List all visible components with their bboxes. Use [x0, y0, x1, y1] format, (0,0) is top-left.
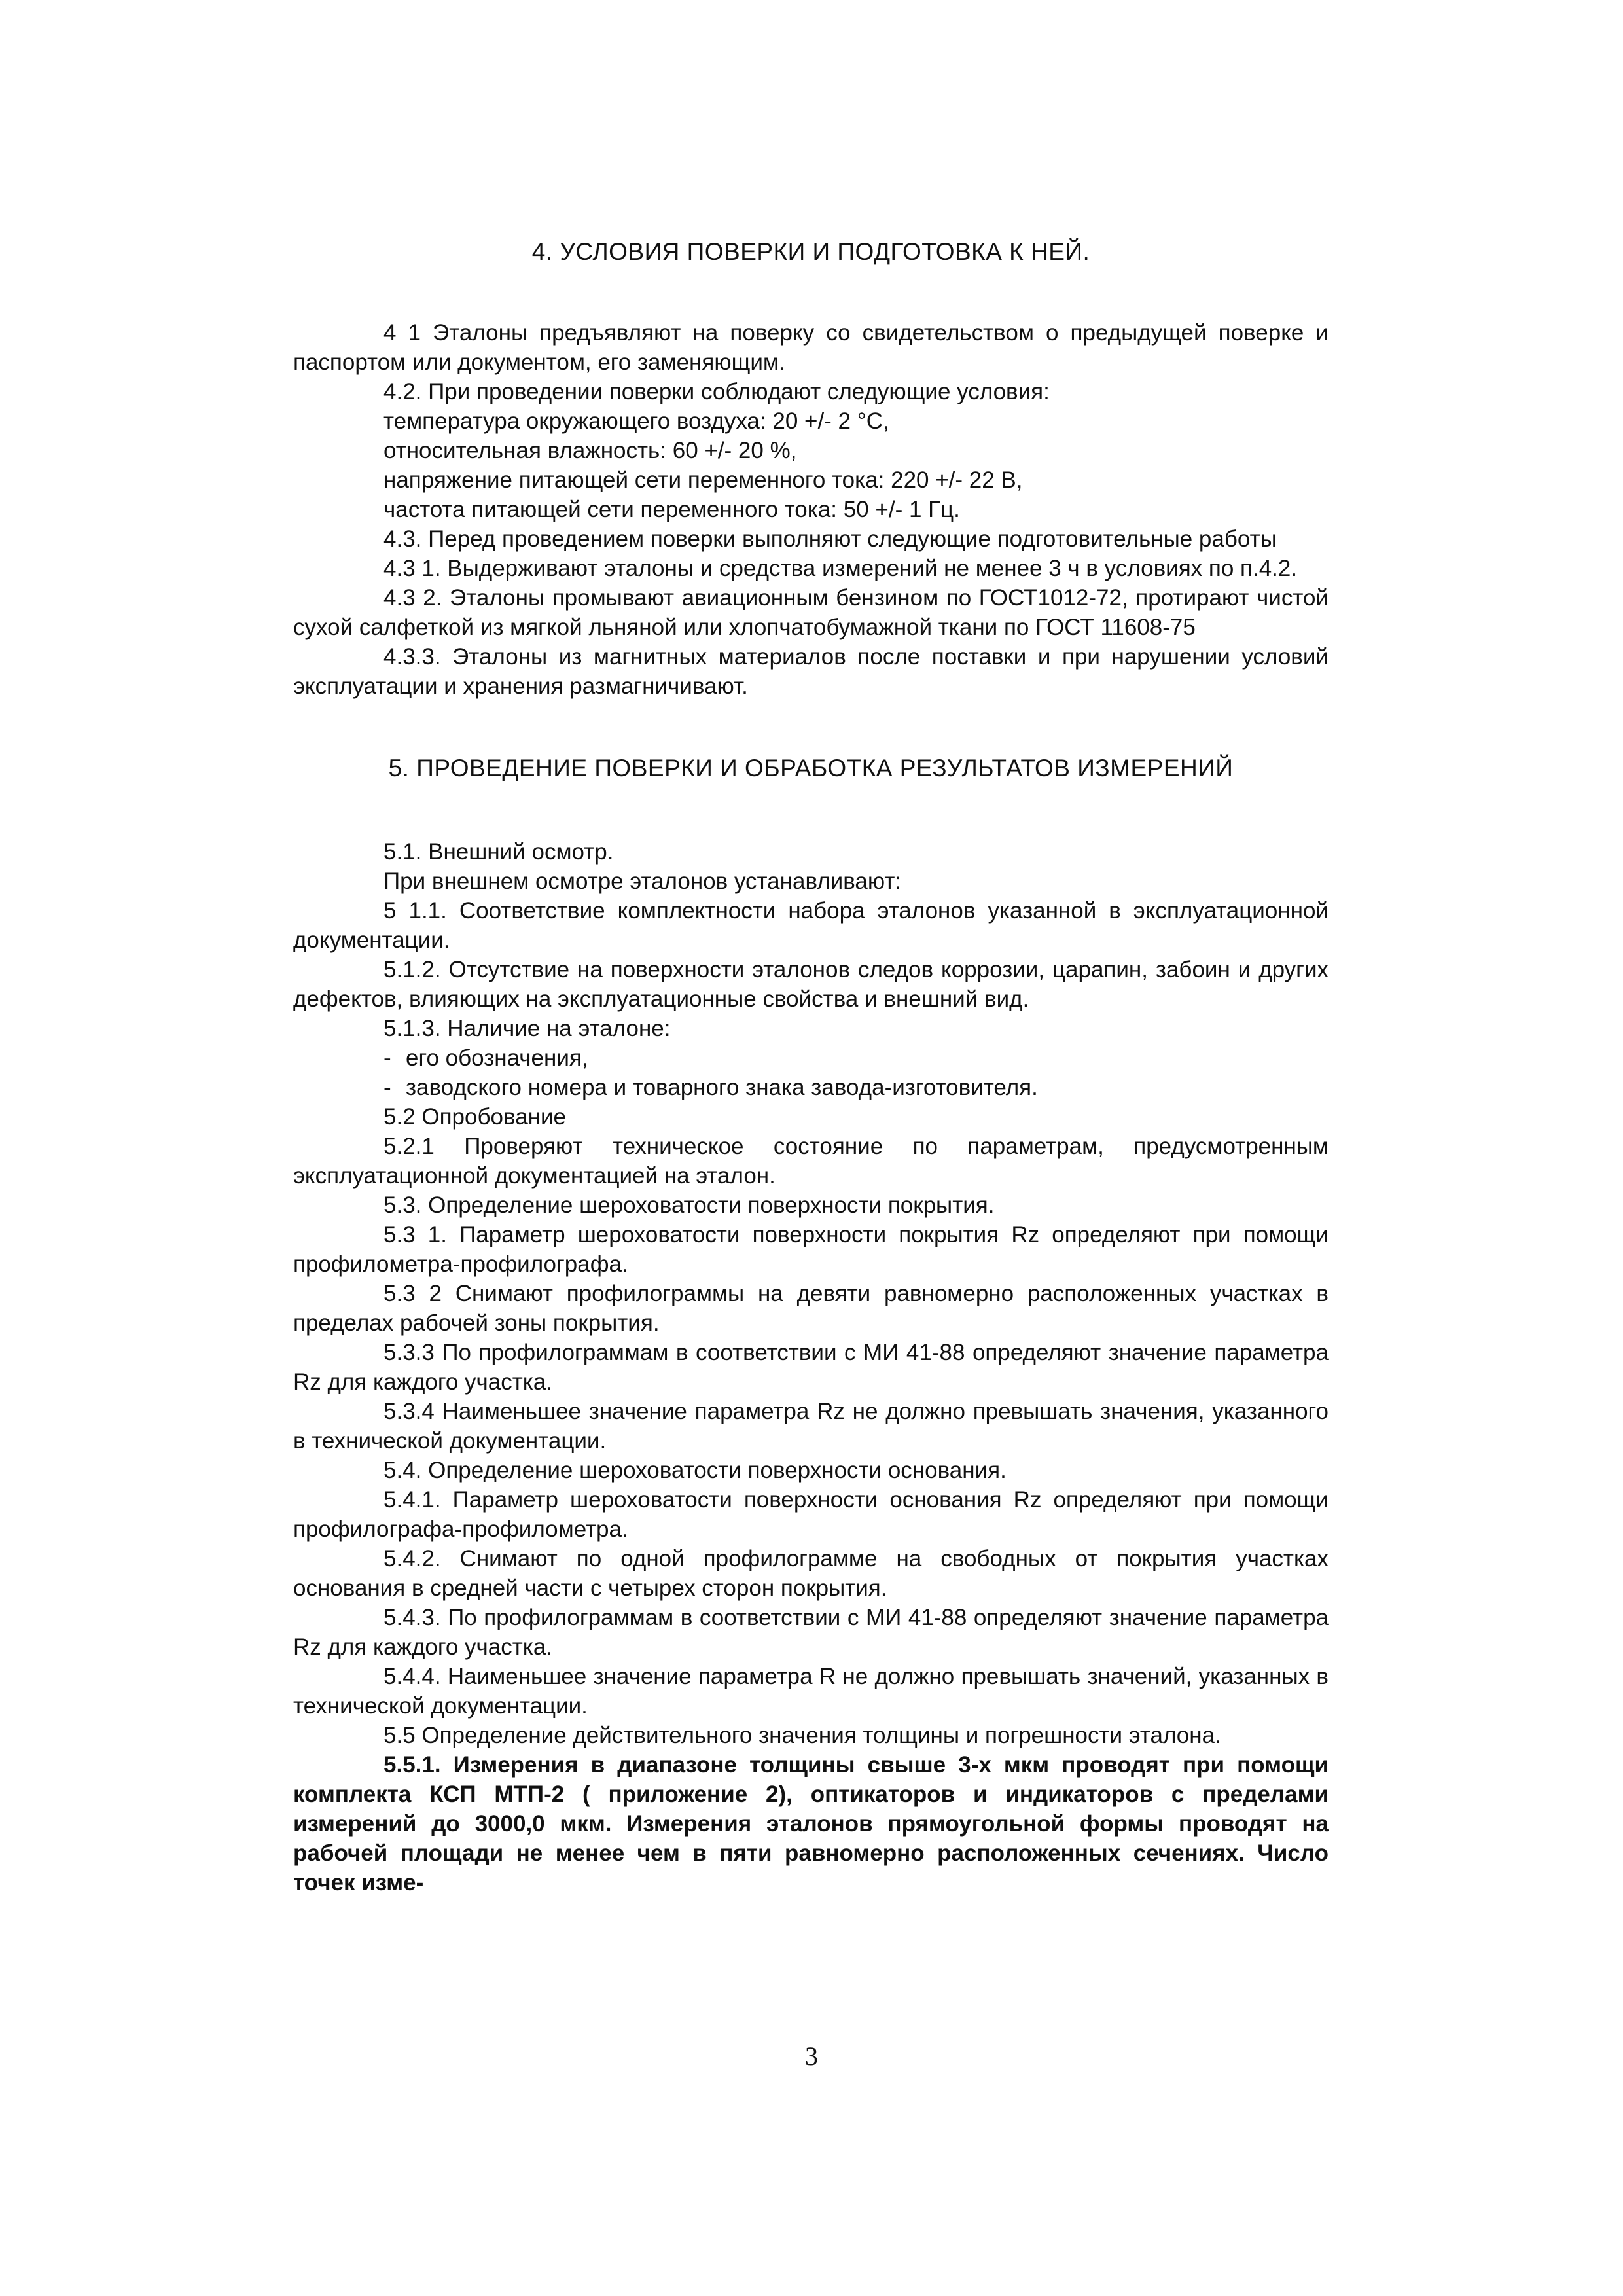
list-item-text: заводского номера и товарного знака завода-изготовителя.	[406, 1075, 1038, 1100]
paragraph-5-1: 5.1. Внешний осмотр.	[383, 839, 614, 865]
paragraph-5-1-intro: При внешнем осмотре эталонов устанавливают:	[383, 869, 902, 894]
paragraph-5-4: 5.4. Определение шероховатости поверхности основания.	[383, 1458, 1007, 1483]
section-4-title: 4. УСЛОВИЯ ПОВЕРКИ И ПОДГОТОВКА К НЕЙ.	[531, 238, 1090, 265]
paragraph-5-4-3: 5.4.3. По профилограммам в соответствии с МИ 41-88 определяют значение параметра Rz для каждого участка.	[293, 1605, 1329, 1660]
paragraph-5-4-4: 5.4.4. Наименьшее значение параметра R не должно превышать значений, указанных в технической документации.	[293, 1664, 1329, 1719]
paragraph-4-3-2: 4.3 2. Эталоны промывают авиационным бензином по ГОСТ1012-72, протирают чистой сухой салфеткой из мягкой льняной или хлопчатобумажной ткани по ГОСТ 11608-75	[293, 585, 1329, 640]
paragraph-4-3-3: 4.3.3. Эталоны из магнитных материалов после поставки и при нарушении условий эксплуатации и хранения размагничивают.	[293, 644, 1329, 699]
paragraph-5-1-1: 5 1.1. Соответствие комплектности набора эталонов указанной в эксплуатационной документации.	[293, 898, 1329, 953]
paragraph-4-1: 4 1 Эталоны предъявляют на поверку со свидетельством о предыдущей поверке и паспортом или документом, его заменяющим.	[293, 320, 1329, 375]
paragraph-5-3: 5.3. Определение шероховатости поверхности покрытия.	[383, 1193, 995, 1218]
dash-marker: -	[383, 1075, 391, 1100]
paragraph-5-3-4: 5.3.4 Наименьшее значение параметра Rz не должно превышать значения, указанного в технической документации.	[293, 1399, 1329, 1454]
paragraph-4-3-1: 4.3 1. Выдерживают эталоны и средства измерений не менее 3 ч в условиях по п.4.2.	[383, 556, 1298, 581]
page-content	[293, 237, 1329, 1897]
dash-marker: -	[383, 1045, 391, 1071]
paragraph-5-5-1: 5.5.1. Измерения в диапазоне толщины свыше 3-х мкм проводят при помощи комплекта КСП МТП-2 ( приложение 2), оптикаторов и индикаторов с пределами измерений до 3000,0 мкм. Измерения эталонов прямоугольной формы проводят на рабочей площади не менее чем в пяти равномерно расположенных сечениях. Число точек изме-	[293, 1752, 1329, 1895]
list-item-text: его обозначения,	[406, 1045, 588, 1071]
condition-voltage: напряжение питающей сети переменного тока: 220 +/- 22 В,	[383, 467, 1023, 493]
paragraph-4-3: 4.3. Перед проведением поверки выполняют следующие подготовительные работы	[383, 526, 1277, 552]
paragraph-5-2-1: 5.2.1 Проверяют техническое состояние по параметрам, предусмотренным эксплуатационной документацией на эталон.	[293, 1134, 1329, 1189]
paragraph-5-2: 5.2 Опробование	[383, 1104, 567, 1130]
paragraph-5-3-1: 5.3 1. Параметр шероховатости поверхности покрытия Rz определяют при помощи профилометра-профилографа.	[293, 1222, 1329, 1277]
paragraph-5-4-1: 5.4.1. Параметр шероховатости поверхности основания Rz определяют при помощи профилографа-профилометра.	[293, 1487, 1329, 1542]
condition-temperature: температура окружающего воздуха: 20 +/- 2 °С,	[383, 408, 889, 434]
paragraph-5-5: 5.5 Определение действительного значения толщины и погрешности эталона.	[383, 1723, 1221, 1748]
paragraph-4-2: 4.2. При проведении поверки соблюдают следующие условия:	[383, 379, 1050, 404]
paragraph-5-4-2: 5.4.2. Снимают по одной профилограмме на свободных от покрытия участках основания в средней части с четырех сторон покрытия.	[293, 1546, 1329, 1601]
page-number: 3	[805, 2041, 818, 2071]
condition-frequency: частота питающей сети переменного тока: 50 +/- 1 Гц.	[383, 497, 960, 522]
section-5-title: 5. ПРОВЕДЕНИЕ ПОВЕРКИ И ОБРАБОТКА РЕЗУЛЬТАТОВ ИЗМЕРЕНИЙ	[388, 755, 1234, 781]
list-item	[293, 1073, 1329, 1102]
paragraph-5-1-3: 5.1.3. Наличие на эталоне:	[383, 1016, 671, 1041]
paragraph-5-3-3: 5.3.3 По профилограммам в соответствии с МИ 41-88 определяют значение параметра Rz для каждого участка.	[293, 1340, 1329, 1395]
condition-humidity: относительная влажность: 60 +/- 20 %,	[383, 438, 797, 463]
list-item	[293, 1043, 1329, 1073]
paragraph-5-3-2: 5.3 2 Снимают профилограммы на девяти равномерно расположенных участках в пределах рабочей зоны покрытия.	[293, 1281, 1329, 1336]
paragraph-5-1-2: 5.1.2. Отсутствие на поверхности эталонов следов коррозии, царапин, забоин и других дефектов, влияющих на эксплуатационные свойства и внешний вид.	[293, 957, 1329, 1012]
